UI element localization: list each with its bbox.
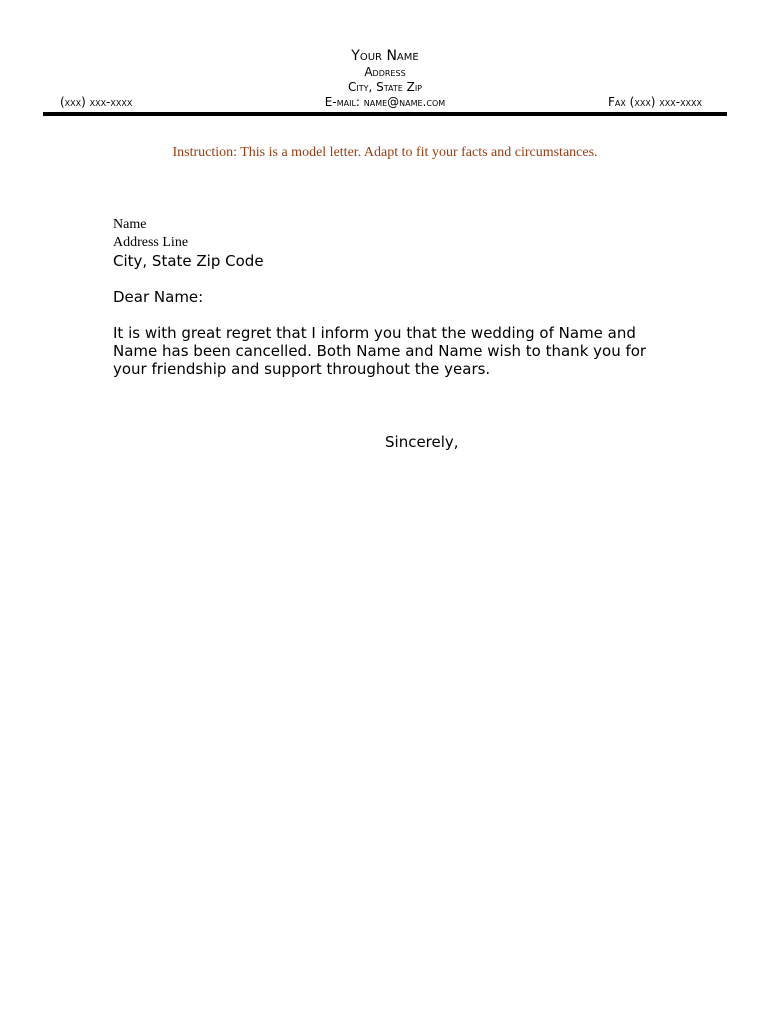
recipient-name: Name [113, 217, 147, 232]
closing: Sincerely, [385, 433, 459, 451]
letter-body: It is with great regret that I inform you that the wedding of Name and Name has been cancelled. Both Name and Name wish to thank you for your friendship and support throughout the years. [113, 324, 647, 378]
letterhead-email: E-mail: name@name.com [324, 95, 446, 109]
letterhead-address: Address [364, 65, 406, 79]
recipient-address-line: Address Line [113, 235, 189, 250]
instruction-note: Instruction: This is a model letter. Adapt to fit your facts and circumstances. [172, 145, 598, 160]
letterhead-phone: (xxx) xxx-xxxx [60, 95, 133, 109]
salutation: Dear Name: [113, 288, 204, 306]
header-divider [43, 112, 727, 116]
letterhead-fax: Fax (xxx) xxx-xxxx [608, 95, 702, 109]
letterhead-name: Your Name [351, 48, 419, 64]
recipient-city-state-zip: City, State Zip Code [113, 252, 264, 270]
letterhead-city-state-zip: City, State Zip [347, 80, 423, 94]
